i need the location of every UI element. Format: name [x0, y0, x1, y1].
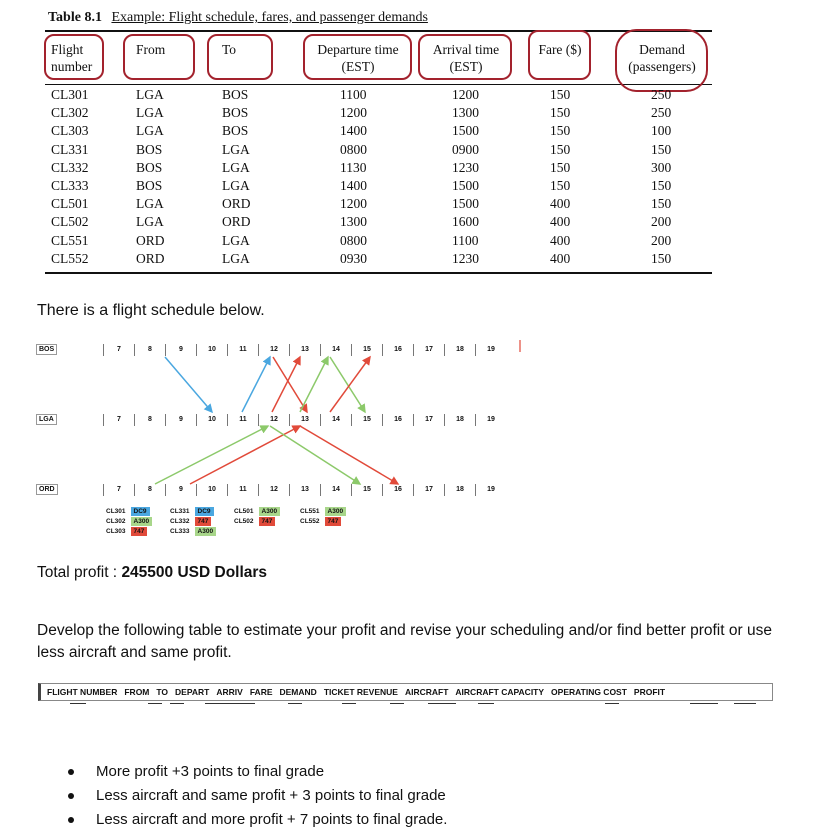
- table-cell: 0800: [340, 141, 367, 157]
- profit-table-column-header: AIRCRAFT CAPACITY: [455, 687, 545, 697]
- table-cell: CL302: [51, 105, 89, 121]
- table-cell: BOS: [222, 105, 249, 121]
- profit-table-column-header: OPERATING COST: [551, 687, 627, 697]
- hour-tick: 16: [382, 414, 413, 426]
- total-profit: [37, 562, 267, 584]
- table-cell: 1100: [452, 232, 479, 248]
- hour-tick: 15: [351, 344, 382, 356]
- profit-table-column-header: ARRIV: [216, 687, 243, 697]
- hour-tick: 12: [258, 414, 289, 426]
- table-cell: 200: [651, 214, 672, 230]
- table-cell: 1400: [340, 123, 367, 139]
- flight-arrow-cl331: [165, 357, 212, 412]
- station-label-lga: LGA: [36, 414, 57, 425]
- hour-tick: 9: [165, 484, 196, 496]
- hour-tick: 19: [475, 344, 506, 356]
- hour-tick: 17: [413, 414, 444, 426]
- legend-aircraft: DC9: [131, 507, 150, 516]
- bullet-item: Less aircraft and more profit + 7 points to final grade.: [68, 808, 447, 832]
- table-cell: CL552: [51, 250, 89, 266]
- table-cell: 1600: [452, 214, 479, 230]
- table-cell: BOS: [136, 159, 163, 175]
- header-departure-time: Departure time (EST): [317, 42, 399, 74]
- legend-flight: CL331: [170, 508, 190, 515]
- header-fare: Fare ($): [538, 42, 582, 57]
- hour-tick: 15: [351, 414, 382, 426]
- table-cell: 150: [550, 105, 571, 121]
- header-to: To: [222, 42, 237, 57]
- table-cell: 150: [651, 178, 672, 194]
- hour-tick: 10: [196, 414, 227, 426]
- table-cell: 1200: [340, 196, 367, 212]
- table-cell: 1200: [452, 87, 479, 102]
- hour-tick: 16: [382, 484, 413, 496]
- table-cell: BOS: [136, 141, 163, 157]
- hour-tick: 14: [320, 484, 351, 496]
- table-cell: 1500: [452, 178, 479, 194]
- hour-tick: 12: [258, 484, 289, 496]
- table-number: Table 8.1: [48, 10, 102, 25]
- table-cell: LGA: [222, 250, 250, 266]
- table-cell: 1500: [452, 196, 479, 212]
- table-cell: 150: [550, 123, 571, 139]
- legend-item: [231, 517, 277, 526]
- station-label-ord: ORD: [36, 484, 58, 495]
- flight-arrow-cl551: [155, 426, 268, 484]
- hour-tick: 10: [196, 344, 227, 356]
- hour-tick: 18: [444, 484, 475, 496]
- legend-item: [103, 517, 154, 526]
- table-cell: LGA: [222, 178, 250, 194]
- table-cell: 1230: [452, 159, 479, 175]
- hour-tick: 10: [196, 484, 227, 496]
- hour-tick: 11: [227, 414, 258, 426]
- bullet-item: More profit +3 points to final grade: [68, 760, 447, 784]
- hour-tick: 14: [320, 344, 351, 356]
- profit-table-column-header: DEPART: [175, 687, 210, 697]
- table-cell: LGA: [222, 141, 250, 157]
- legend-flight: CL333: [170, 528, 190, 535]
- table-cell: ORD: [222, 196, 251, 212]
- profit-table-column-header: FROM: [124, 687, 150, 697]
- table-cell: BOS: [136, 178, 163, 194]
- hour-tick: 9: [165, 344, 196, 356]
- legend-flight: CL301: [106, 508, 126, 515]
- table-cell: CL301: [51, 87, 89, 102]
- table-cell: 1400: [340, 178, 367, 194]
- hour-tick: 8: [134, 344, 165, 356]
- table-cell: LGA: [136, 123, 164, 139]
- profit-table-column-header: FLIGHT NUMBER: [47, 687, 118, 697]
- table-cell: 400: [550, 214, 571, 230]
- hour-tick: 19: [475, 414, 506, 426]
- schedule-intro: There is a flight schedule below.: [37, 302, 265, 319]
- legend-aircraft: A300: [259, 507, 281, 516]
- hour-tick: 9: [165, 414, 196, 426]
- flight-arrow-cl301: [242, 357, 270, 412]
- legend-item: [167, 527, 218, 536]
- table-cell: 1300: [452, 105, 479, 121]
- table-cell: 100: [651, 123, 672, 139]
- table-cell: 1200: [340, 105, 367, 121]
- legend-item: [167, 517, 213, 526]
- legend-item: [167, 507, 216, 516]
- legend-item: [231, 507, 282, 516]
- header-from: From: [136, 42, 166, 57]
- profit-table-column-header: TICKET REVENUE: [323, 687, 398, 697]
- total-profit-value: 245500 USD Dollars: [121, 564, 268, 581]
- legend-flight: CL551: [300, 508, 320, 515]
- hour-tick: 12: [258, 344, 289, 356]
- legend-flight: CL502: [234, 518, 254, 525]
- table-cell: 250: [651, 87, 672, 102]
- profit-table-cutoff-row: [60, 702, 770, 705]
- table-cell: CL332: [51, 159, 89, 175]
- table-cell: 300: [651, 159, 672, 175]
- table-cell: LGA: [222, 159, 250, 175]
- legend-aircraft: A300: [325, 507, 347, 516]
- profit-table-column-header: AIRCRAFT: [404, 687, 449, 697]
- table-cell: 1300: [340, 214, 367, 230]
- header-demand: Demand (passengers): [628, 42, 696, 74]
- legend-aircraft: 747: [195, 517, 212, 526]
- legend-aircraft: 747: [325, 517, 342, 526]
- legend-aircraft: 747: [259, 517, 276, 526]
- table-cell: 150: [550, 141, 571, 157]
- flight-arrow-cl303: [300, 357, 328, 412]
- table-cell: 150: [550, 87, 571, 102]
- hour-tick: 17: [413, 484, 444, 496]
- flight-arrow-cl302: [272, 357, 300, 412]
- flight-arrow-cl332: [273, 357, 307, 412]
- hour-tick: 13: [289, 344, 320, 356]
- legend-flight: CL332: [170, 518, 190, 525]
- table-cell: 400: [550, 250, 571, 266]
- table-cell: LGA: [136, 214, 164, 230]
- table-cell: CL303: [51, 123, 89, 139]
- hour-tick: 7: [103, 414, 134, 426]
- hour-tick: 8: [134, 414, 165, 426]
- legend-item: [103, 527, 149, 536]
- hour-tick: 19: [475, 484, 506, 496]
- hour-tick: 17: [413, 344, 444, 356]
- profit-table-header: [38, 683, 773, 701]
- station-label-bos: BOS: [36, 344, 57, 355]
- table-cell: 1130: [340, 159, 367, 175]
- table-cell: LGA: [222, 232, 250, 248]
- legend-aircraft: 747: [131, 527, 148, 536]
- legend-item: [297, 517, 343, 526]
- table-cell: LGA: [136, 105, 164, 121]
- profit-table-column-header: TO: [156, 687, 169, 697]
- bullet-item: Less aircraft and same profit + 3 points to final grade: [68, 784, 447, 808]
- table-cell: 150: [651, 196, 672, 212]
- hour-tick: 8: [134, 484, 165, 496]
- table-cell: 250: [651, 105, 672, 121]
- bonus-bullets: [68, 760, 447, 832]
- legend-aircraft: A300: [131, 517, 153, 526]
- hour-tick: 11: [227, 484, 258, 496]
- hour-tick: 14: [320, 414, 351, 426]
- legend-aircraft: A300: [195, 527, 217, 536]
- total-profit-label: Total profit :: [37, 564, 122, 581]
- table-cell: 400: [550, 232, 571, 248]
- table-cell: 1100: [340, 87, 367, 102]
- legend-item: [103, 507, 152, 516]
- hour-tick: 7: [103, 484, 134, 496]
- hour-tick: 13: [289, 484, 320, 496]
- table-cell: ORD: [222, 214, 251, 230]
- legend-item: [297, 507, 348, 516]
- legend-flight: CL501: [234, 508, 254, 515]
- table-cell: ORD: [136, 250, 165, 266]
- legend-flight: CL302: [106, 518, 126, 525]
- table-cell: 150: [550, 178, 571, 194]
- hour-tick: 11: [227, 344, 258, 356]
- hour-tick: 16: [382, 344, 413, 356]
- table-cell: CL333: [51, 178, 89, 194]
- hour-tick: 13: [289, 414, 320, 426]
- hour-tick: 18: [444, 344, 475, 356]
- table-cell: 150: [550, 159, 571, 175]
- table-cell: LGA: [136, 196, 164, 212]
- table-cell: 0900: [452, 141, 479, 157]
- table-cell: 0930: [340, 250, 367, 266]
- table-cell: 150: [651, 141, 672, 157]
- table-cell: 1230: [452, 250, 479, 266]
- profit-table-column-header: DEMAND: [279, 687, 317, 697]
- table-cell: BOS: [222, 87, 249, 102]
- table-cell: CL331: [51, 141, 89, 157]
- legend-flight: CL303: [106, 528, 126, 535]
- table-cell: CL501: [51, 196, 89, 212]
- table-cell: ORD: [136, 232, 165, 248]
- instruction-text: Develop the following table to estimate your profit and revise your scheduling and/or find better profit or use less aircraft and same profit.: [37, 622, 772, 661]
- hour-tick: 18: [444, 414, 475, 426]
- table-cell: 400: [550, 196, 571, 212]
- table-cell: 0800: [340, 232, 367, 248]
- table-cell: BOS: [222, 123, 249, 139]
- table-cell: 1500: [452, 123, 479, 139]
- table-title: Example: Flight schedule, fares, and passenger demands: [111, 10, 428, 25]
- table-cell: LGA: [136, 87, 164, 102]
- profit-table-column-header: FARE: [249, 687, 273, 697]
- legend-aircraft: DC9: [195, 507, 214, 516]
- profit-table-column-header: PROFIT: [633, 687, 666, 697]
- legend-flight: CL552: [300, 518, 320, 525]
- header-arrival-time: Arrival time (EST): [432, 42, 500, 74]
- table-cell: 200: [651, 232, 672, 248]
- table-cell: 150: [651, 250, 672, 266]
- hour-tick: 7: [103, 344, 134, 356]
- hour-tick: 15: [351, 484, 382, 496]
- header-flight-number: Flight number: [51, 42, 93, 74]
- table-cell: CL502: [51, 214, 89, 230]
- table-cell: CL551: [51, 232, 89, 248]
